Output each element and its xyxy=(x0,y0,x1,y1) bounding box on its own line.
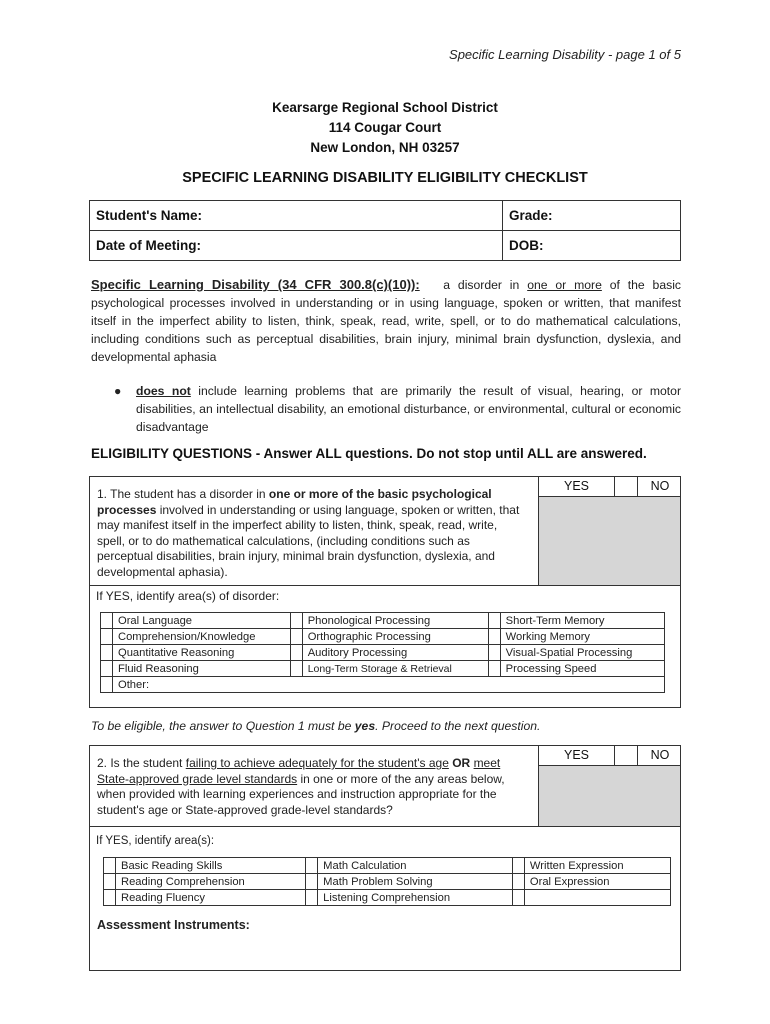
q1-areas-table xyxy=(100,612,665,693)
area-checkbox[interactable] xyxy=(101,613,113,629)
area-label: Quantitative Reasoning xyxy=(113,645,291,661)
area-checkbox[interactable] xyxy=(290,613,302,629)
definition-pre: a disorder in xyxy=(443,278,520,292)
district-name: Kearsarge Regional School District xyxy=(272,100,498,115)
area-label: Fluid Reasoning xyxy=(113,661,291,677)
district-city: New London, NH 03257 xyxy=(310,140,460,155)
q1-pre: 1. The student has a disorder in xyxy=(97,487,266,501)
q2-no-label: NO xyxy=(650,748,670,762)
bullet-text: include learning problems that are primarily the result of visual, hearing, or motor disabilities, an intellectual disability, an emotional disturbance, or environmental, cultural or economic disadvantage xyxy=(136,384,682,434)
note-post: . Proceed to the next question. xyxy=(375,719,541,733)
table-row xyxy=(101,645,665,661)
q2-divider xyxy=(90,826,680,827)
q2-yes-checkbox[interactable] xyxy=(615,746,638,765)
area-label: Math Problem Solving xyxy=(318,874,513,890)
area-label: Working Memory xyxy=(500,629,664,645)
area-label: Auditory Processing xyxy=(302,645,488,661)
definition-term: Specific Learning Disability (34 CFR 300.8(c)(10)): xyxy=(91,277,420,292)
area-label: Comprehension/Knowledge xyxy=(113,629,291,645)
area-label: Phonological Processing xyxy=(302,613,488,629)
area-checkbox[interactable] xyxy=(512,858,524,874)
table-row xyxy=(104,890,671,906)
q2-areas-table xyxy=(103,857,671,906)
question-2-text xyxy=(97,756,527,818)
area-checkbox[interactable] xyxy=(488,613,500,629)
bullet-marker: ● xyxy=(114,384,122,398)
area-checkbox[interactable] xyxy=(488,661,500,677)
q1-if-yes: If YES, identify area(s) of disorder: xyxy=(96,589,280,603)
definition-underlined: one or more xyxy=(527,278,602,292)
area-label: Reading Comprehension xyxy=(116,874,306,890)
q2-pre: 2. Is the student xyxy=(97,756,183,770)
area-label: Long-Term Storage & Retrieval xyxy=(302,661,488,677)
table-row xyxy=(101,661,665,677)
area-label: Math Calculation xyxy=(318,858,513,874)
table-row xyxy=(101,613,665,629)
question-1-box xyxy=(89,476,681,708)
eligibility-heading: ELIGIBILITY QUESTIONS - Answer ALL questions. Do not stop until ALL are answered. xyxy=(91,446,647,461)
table-row xyxy=(104,858,671,874)
area-checkbox[interactable] xyxy=(104,890,116,906)
area-label: Processing Speed xyxy=(500,661,664,677)
bullet-underlined: does not xyxy=(136,384,191,398)
area-checkbox[interactable] xyxy=(290,629,302,645)
other-field[interactable]: Other: xyxy=(113,677,665,693)
question-2-box xyxy=(89,745,681,971)
grade-field[interactable]: Grade: xyxy=(503,201,681,231)
definition-text: of the basic psychological processes involved in understanding or in using language, spoken or written, that manifest itself in the imperfect ability to listen, think, speak, read, write, spell, or to do mathematical calculations, including conditions such as perceptual disabilities, brain injury, minimal brain dysfunction, dyslexia, and developmental aphasia xyxy=(91,278,682,364)
question-1-text xyxy=(97,487,527,580)
page-title: SPECIFIC LEARNING DISABILITY ELIGIBILITY CHECKLIST xyxy=(182,170,588,186)
area-label: Listening Comprehension xyxy=(318,890,513,906)
q1-bold: one or more of the basic psychological processes xyxy=(97,487,492,517)
question-1-note xyxy=(91,719,540,733)
sld-definition xyxy=(91,276,681,366)
area-checkbox[interactable] xyxy=(101,677,113,693)
area-checkbox[interactable] xyxy=(306,874,318,890)
area-label: Basic Reading Skills xyxy=(116,858,306,874)
q2-or: OR xyxy=(452,756,471,770)
area-checkbox[interactable] xyxy=(512,890,524,906)
area-checkbox[interactable] xyxy=(306,890,318,906)
q1-shaded-area xyxy=(538,497,680,585)
area-checkbox[interactable] xyxy=(104,874,116,890)
q2-shaded-area xyxy=(538,766,680,826)
area-label: Short-Term Memory xyxy=(500,613,664,629)
area-checkbox[interactable] xyxy=(104,858,116,874)
area-checkbox[interactable] xyxy=(488,629,500,645)
page-header: Specific Learning Disability - page 1 of 5 xyxy=(449,47,681,62)
q2-rest: in one or more of the any areas below, when provided with learning experiences and instruction appropriate for the student's age or State-approved grade-level standards? xyxy=(97,771,505,817)
q2-if-yes: If YES, identify area(s): xyxy=(96,835,215,847)
area-checkbox[interactable] xyxy=(101,629,113,645)
area-checkbox[interactable] xyxy=(512,874,524,890)
area-checkbox[interactable] xyxy=(290,661,302,677)
district-street: 114 Cougar Court xyxy=(328,120,442,135)
table-row xyxy=(104,874,671,890)
note-bold: yes xyxy=(354,719,376,733)
student-info-table xyxy=(89,200,681,261)
area-label: Orthographic Processing xyxy=(302,629,488,645)
q1-no-label: NO xyxy=(650,479,670,493)
area-checkbox[interactable] xyxy=(488,645,500,661)
area-label: Reading Fluency xyxy=(116,890,306,906)
q2-underlined-1: failing to achieve adequately for the student's age xyxy=(185,756,449,770)
q2-yes-no xyxy=(538,745,681,766)
meeting-date-field[interactable]: Date of Meeting: xyxy=(90,231,503,261)
area-label: Visual-Spatial Processing xyxy=(500,645,664,661)
q1-yes-no xyxy=(538,476,681,497)
q1-yes-checkbox[interactable] xyxy=(615,477,638,496)
assessment-instruments-label: Assessment Instruments: xyxy=(97,918,250,932)
area-label: Written Expression xyxy=(524,858,670,874)
area-checkbox[interactable] xyxy=(290,645,302,661)
note-pre: To be eligible, the answer to Question 1 must be xyxy=(91,719,352,733)
table-row xyxy=(101,677,665,693)
area-checkbox[interactable] xyxy=(306,858,318,874)
q2-underlined-2: meet State-approved grade level standards xyxy=(97,756,501,786)
dob-field[interactable]: DOB: xyxy=(503,231,681,261)
area-label: Oral Expression xyxy=(524,874,670,890)
q1-rest: involved in understanding or using language, spoken or written, that may manifest itself in the imperfect ability to listen, think, speak, read, write, spell, or to do mathematical calculations, (including conditions such as perceptual disabilities, brain injury, minimal brain dysfunction, dyslexia, and developmental aphasia). xyxy=(97,502,520,579)
q2-yes-label: YES xyxy=(539,746,615,765)
table-row xyxy=(101,629,665,645)
area-label xyxy=(524,890,670,906)
area-label: Oral Language xyxy=(113,613,291,629)
area-checkbox[interactable] xyxy=(101,645,113,661)
area-checkbox[interactable] xyxy=(101,661,113,677)
q1-divider xyxy=(90,585,680,586)
student-name-field[interactable]: Student's Name: xyxy=(90,201,503,231)
q1-yes-label: YES xyxy=(539,477,615,496)
